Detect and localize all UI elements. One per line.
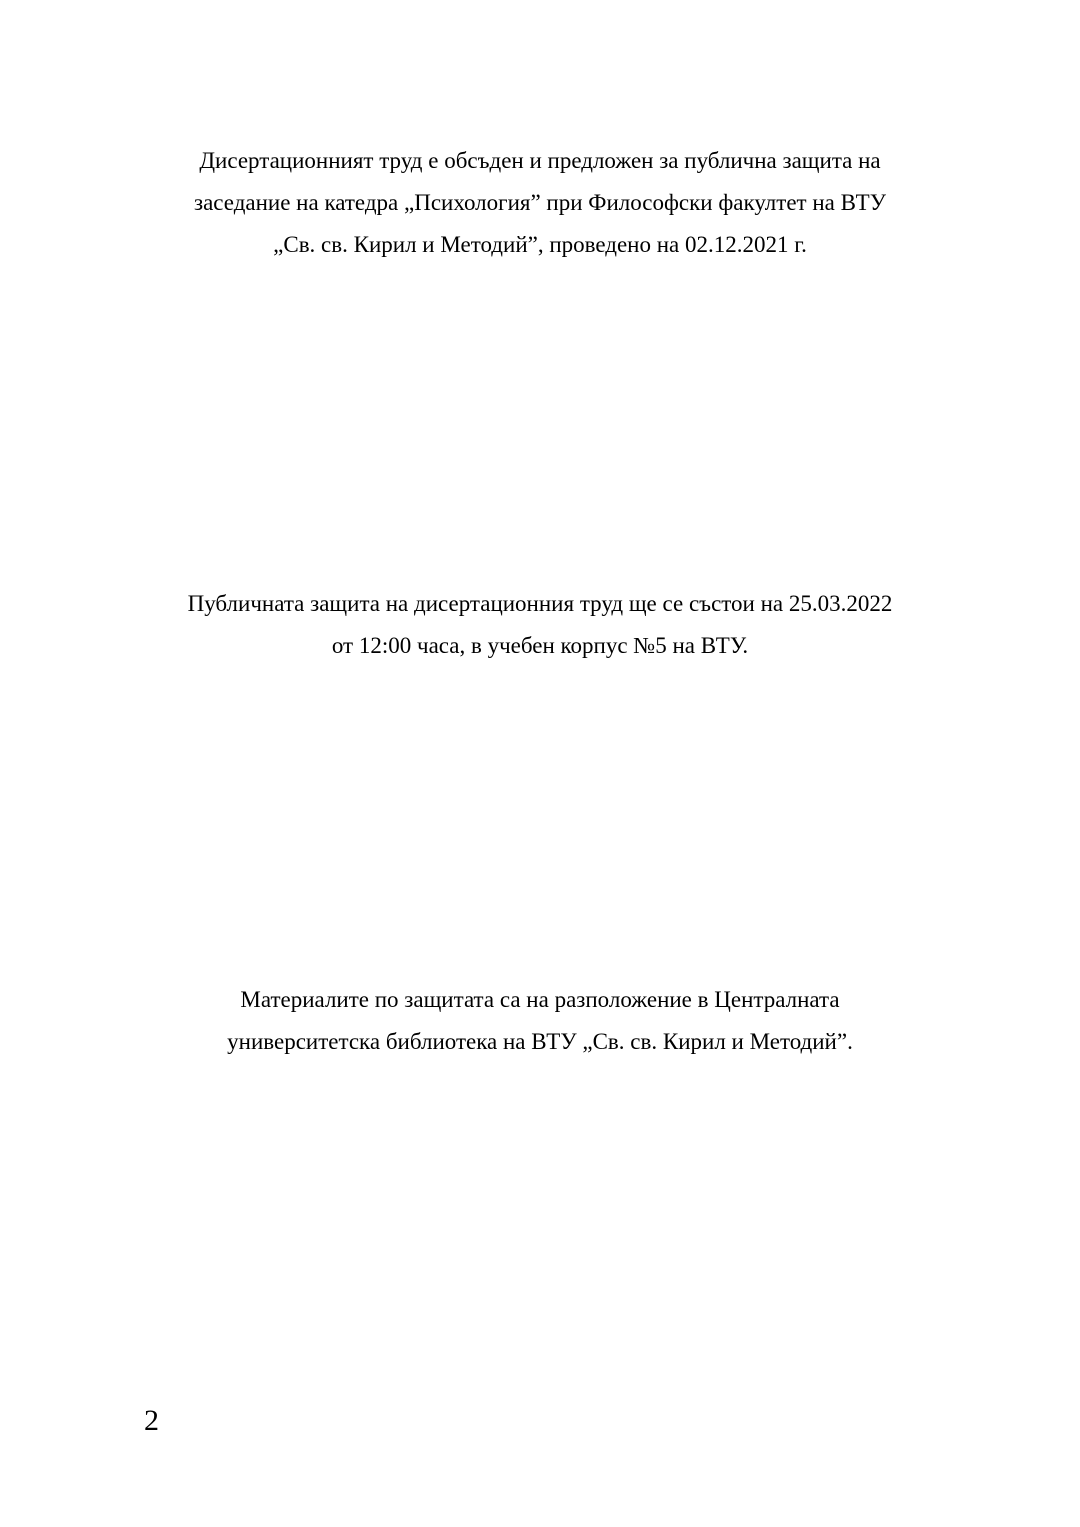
page-number: 2 [144, 1404, 159, 1437]
discussion-notice-paragraph [0, 140, 1080, 266]
paragraph-line: университетска библиотека на ВТУ „Св. св. Кирил и Методий”. [227, 1029, 853, 1054]
paragraph-line: Дисертационният труд е обсъден и предложен за публична защита на [199, 148, 881, 173]
materials-availability-paragraph [0, 979, 1080, 1063]
paragraph-line: Публичната защита на дисертационния труд ще се състои на 25.03.2022 [187, 591, 893, 616]
public-defense-paragraph [0, 583, 1080, 667]
paragraph-line: Материалите по защитата са на разположение в Централната [240, 987, 840, 1012]
paragraph-line: заседание на катедра „Психология” при Философски факултет на ВТУ [194, 190, 886, 215]
paragraph-line: „Св. св. Кирил и Методий”, проведено на 02.12.2021 г. [273, 232, 807, 257]
paragraph-line: от 12:00 часа, в учебен корпус №5 на ВТУ. [331, 633, 749, 658]
